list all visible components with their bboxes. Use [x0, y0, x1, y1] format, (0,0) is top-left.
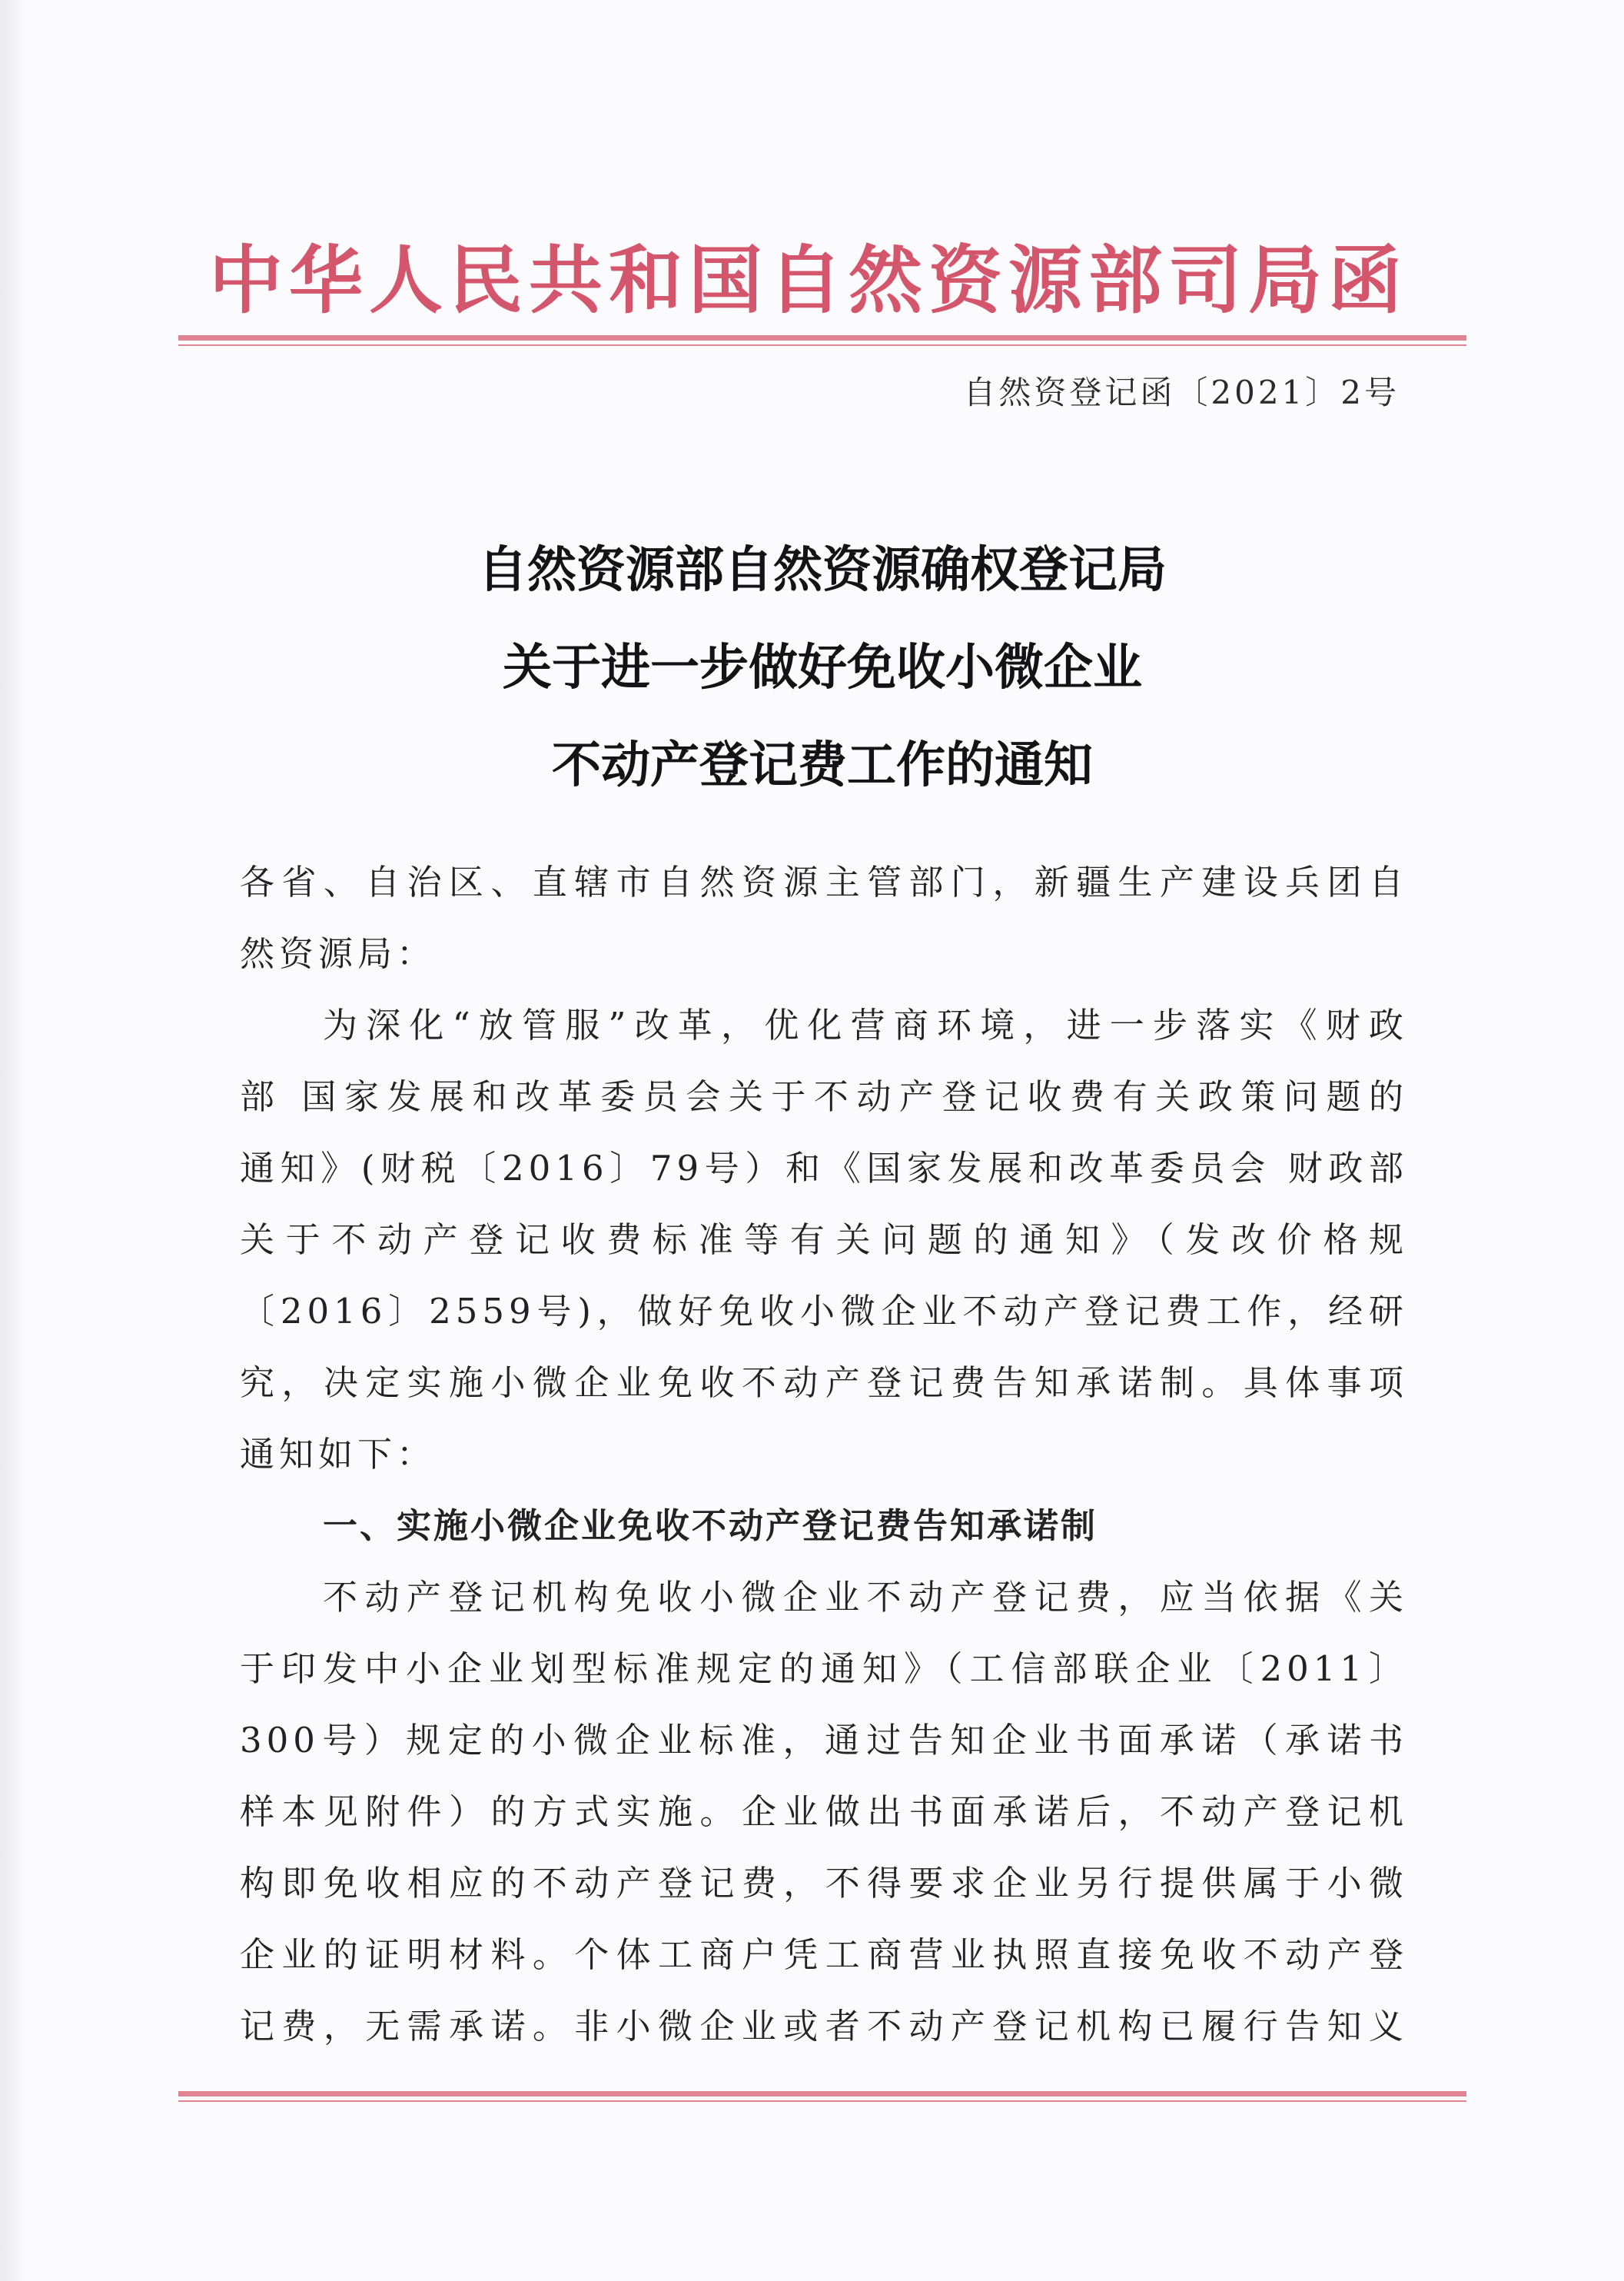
paragraph-line: 于印发中小企业划型标准规定的通知》（工信部联企业〔2011〕 [240, 1648, 1408, 1689]
paragraph-line: 通知如下： [240, 1434, 437, 1475]
section-heading: 一、实施小微企业免收不动产登记费告知承诺制 [323, 1505, 1098, 1546]
document-body [240, 846, 1408, 2062]
document-title-line-1: 自然资源部自然资源确权登记局 [478, 542, 1167, 599]
paragraph-line: 究，决定实施小微企业免收不动产登记费告知承诺制。具体事项 [240, 1362, 1408, 1403]
paragraph-line: 关于不动产登记收费标准等有关问题的通知》（发改价格规 [240, 1219, 1408, 1260]
document-title-line-2: 关于进一步做好免收小微企业 [503, 640, 1142, 697]
paragraph-line: 〔2016〕2559号)，做好免收小微企业不动产登记费工作，经研 [240, 1291, 1408, 1332]
paragraph-line: 企业的证明材料。个体工商户凭工商营业执照直接免收不动产登 [240, 1934, 1408, 1975]
footer-rule [178, 2091, 1466, 2102]
paragraph-line: 为深化“放管服”改革，优化营商环境，进一步落实《财政 [323, 1005, 1408, 1046]
letterhead-title: 中华人民共和国自然资源部司局函 [209, 237, 1408, 324]
paragraph-line: 记费，无需承诺。非小微企业或者不动产登记机构已履行告知义 [240, 2006, 1408, 2047]
document-number: 自然资登记函〔2021〕2号 [963, 374, 1400, 411]
paragraph-line: 部 国家发展和改革委员会关于不动产登记收费有关政策问题的 [240, 1076, 1408, 1117]
paragraph-line: 构即免收相应的不动产登记费，不得要求企业另行提供属于小微 [240, 1863, 1408, 1904]
paragraph-line: 样本见附件）的方式实施。企业做出书面承诺后，不动产登记机 [240, 1791, 1408, 1832]
page-edge-shadow [0, 0, 26, 2281]
paragraph-line: 300号）规定的小微企业标准，通过告知企业书面承诺（承诺书 [240, 1720, 1408, 1761]
paragraph-line: 不动产登记机构免收小微企业不动产登记费，应当依据《关 [323, 1577, 1408, 1618]
document-title-line-3: 不动产登记费工作的通知 [552, 737, 1093, 794]
salutation-line: 各省、自治区、直辖市自然资源主管部门，新疆生产建设兵团自 [240, 862, 1408, 903]
paragraph-line: 通知》(财税〔2016〕79号）和《国家发展和改革委员会 财政部 [240, 1148, 1408, 1189]
salutation-line: 然资源局： [240, 933, 437, 974]
letterhead-rule [178, 335, 1466, 346]
